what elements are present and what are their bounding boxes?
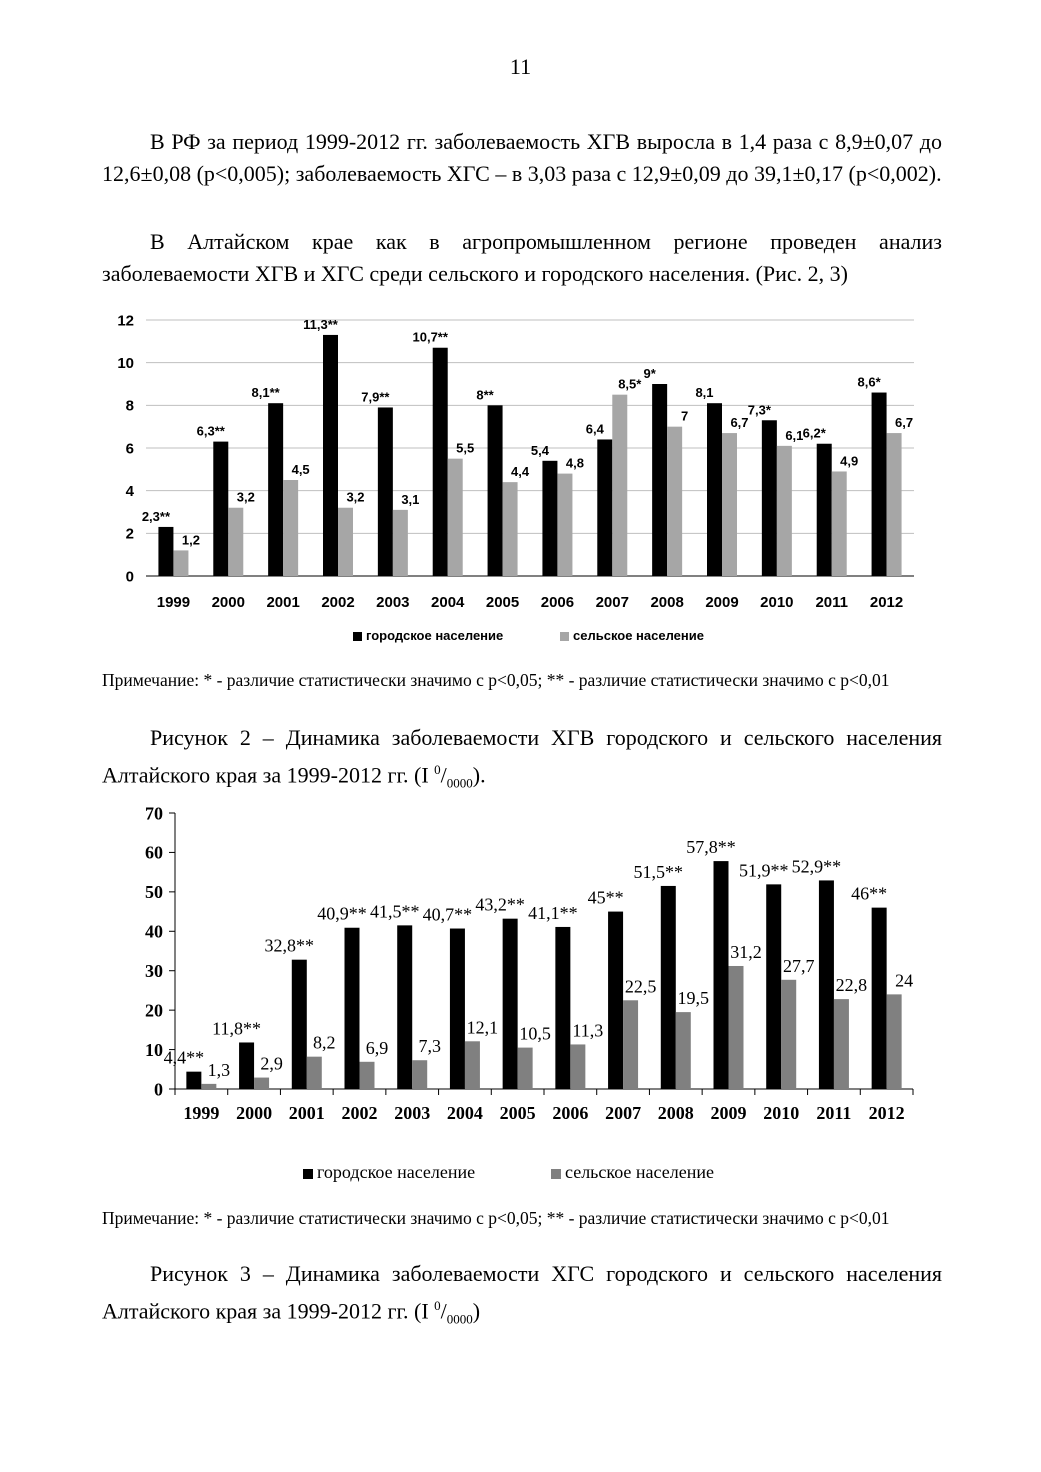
caption-figure-2-end: ). [472,762,486,788]
data-label-rural-2005: 10,5 [519,1023,551,1044]
legend-label-urban: городское население [366,628,504,643]
caption-figure-2 [102,722,942,800]
data-label-rural-1999: 1,3 [207,1059,231,1080]
data-label-urban-2010: 7,3* [747,402,771,418]
data-label-urban-2005: 8** [476,387,494,403]
y-tick-label: 30 [145,961,163,982]
category-label-2002: 2002 [341,1103,378,1123]
legend-label-rural: сельское население [565,1162,714,1182]
data-label-urban-2006: 41,1** [528,902,578,923]
category-label-2012: 2012 [869,594,904,611]
chart-hcv-categories [183,1103,904,1123]
category-label-2002: 2002 [321,594,355,611]
bar-rural-2012 [887,433,902,576]
y-tick-label: 12 [117,312,134,330]
bar-rural-2000 [228,508,243,576]
bar-rural-2002 [338,508,353,576]
bar-rural-2009 [729,966,744,1089]
bar-urban-2003 [397,925,412,1089]
bar-urban-2004 [450,929,465,1089]
chart-hbv-labels [142,317,913,547]
legend-swatch-urban [353,632,362,641]
bar-rural-2006 [557,474,572,576]
category-label-2000: 2000 [211,594,245,611]
chart-hbv-categories [157,594,904,611]
bar-rural-2007 [623,1000,638,1089]
bar-rural-2005 [503,482,518,576]
bar-rural-2008 [667,427,682,576]
legend-swatch-rural [560,632,569,641]
data-label-rural-2012: 6,7 [895,415,914,431]
category-label-2003: 2003 [376,594,410,611]
caption-figure-3 [102,1258,942,1336]
bar-rural-2009 [722,433,737,576]
data-label-rural-2010: 27,7 [782,955,815,976]
category-label-2007: 2007 [605,1103,642,1123]
category-label-2010: 2010 [760,594,794,611]
y-tick-label: 4 [125,482,134,500]
chart-hbv-legend [353,628,704,643]
y-tick-label: 6 [125,440,134,458]
bar-rural-2012 [887,994,902,1089]
data-label-urban-2006: 5,4 [530,442,549,458]
data-label-rural-2001: 8,2 [313,1032,336,1053]
data-label-urban-2011: 52,9** [791,856,842,877]
bar-rural-2007 [612,395,627,576]
y-tick-label: 0 [154,1079,163,1100]
data-label-urban-2004: 40,7** [422,904,473,925]
bar-urban-2004 [433,348,448,576]
data-label-urban-2003: 7,9** [361,389,390,405]
category-label-2006: 2006 [552,1103,589,1123]
category-label-2009: 2009 [705,594,739,611]
bar-rural-2003 [393,510,408,576]
y-tick-label: 60 [145,842,163,863]
data-label-rural-2008: 7 [681,408,689,424]
data-label-urban-2000: 6,3** [196,423,225,439]
y-tick-label: 40 [145,921,163,942]
data-label-rural-2007: 22,5 [624,976,657,997]
data-label-urban-2000: 11,8** [212,1018,261,1039]
data-label-rural-2009: 31,2 [730,941,762,962]
chart-hbv [0,300,1041,655]
category-label-2001: 2001 [288,1103,325,1123]
y-tick-label: 10 [145,1039,163,1060]
data-label-urban-2010: 51,9** [738,860,789,881]
paragraph-incidence-rf: В РФ за период 1999-2012 гг. заболеваемость ХГВ выросла в 1,4 раза с 8,9±0,07 до 12,6±0,08 (p<0,005); заболеваемость ХГС – в 3,03 раза с 12,9±0,09 до 39,1±0,17 (p<0,002). [102,129,942,186]
bar-rural-2011 [832,471,847,576]
data-label-urban-2003: 41,5** [369,901,420,922]
data-label-urban-2009: 57,8** [686,837,736,858]
data-label-urban-2002: 11,3** [303,316,338,332]
data-label-rural-2012: 24 [895,970,914,991]
category-label-2009: 2009 [710,1103,747,1123]
data-label-rural-2009: 6,7 [730,415,749,431]
data-label-urban-1999: 2,3** [141,508,171,524]
bar-urban-2010 [762,420,777,576]
bar-urban-1999 [186,1072,201,1089]
bar-urban-2008 [652,384,667,576]
bar-urban-2005 [488,405,503,576]
caption-figure-3-slash: / [440,1298,447,1324]
data-label-rural-2003: 7,3 [418,1036,441,1057]
category-label-2011: 2011 [815,594,848,611]
data-label-urban-2011: 6,2* [802,425,826,441]
bar-urban-2009 [714,861,729,1089]
category-label-2008: 2008 [657,1103,694,1123]
bar-urban-2009 [707,403,722,576]
note-figure-2: Примечание: * - различие статистически значимо с p<0,05; ** - различие статистически значимо с p<0,01 [102,670,890,690]
category-label-1999: 1999 [183,1103,220,1123]
bar-urban-2002 [323,335,338,576]
data-label-rural-2002: 3,2 [346,489,365,505]
bar-rural-2006 [570,1044,585,1089]
category-label-2010: 2010 [763,1103,800,1123]
caption-figure-3-text: Рисунок 3 – Динамика заболеваемости ХГС городского и сельского населения Алтайского края за 1999-2012 гг. (I [102,1261,942,1324]
caption-figure-3-sub: 0000 [446,1311,473,1327]
bar-urban-2007 [608,912,623,1089]
y-tick-label: 2 [125,525,134,543]
bar-urban-2001 [292,960,307,1089]
data-label-urban-2001: 8,1** [251,385,280,401]
data-label-urban-2009: 8,1 [695,385,714,401]
data-label-rural-2011: 22,8 [835,975,868,996]
data-label-rural-2004: 12,1 [466,1017,499,1038]
bar-urban-2011 [817,444,832,576]
bar-urban-2007 [597,439,612,576]
bar-rural-1999 [173,550,188,576]
data-label-urban-2008: 9* [643,366,656,381]
data-label-rural-2007: 8,5* [618,376,642,392]
bar-urban-2011 [819,880,834,1089]
data-label-rural-2000: 2,9 [260,1053,283,1074]
bar-rural-2008 [676,1012,691,1089]
page-number: 11 [509,54,532,79]
bar-rural-2010 [777,446,792,576]
y-tick-label: 8 [125,397,134,415]
data-label-urban-2008: 51,5** [633,861,684,882]
caption-figure-2-text: Рисунок 2 – Динамика заболеваемости ХГВ городского и сельского населения Алтайского края за 1999-2012 гг. (I [102,725,942,788]
data-label-rural-1999: 1,2 [181,532,200,548]
bar-urban-2012 [872,908,887,1089]
chart-hcv [0,795,1041,1195]
bar-urban-2003 [378,407,393,576]
data-label-rural-2006: 11,3 [572,1020,604,1041]
data-label-urban-2012: 8,6* [857,374,881,390]
bar-rural-2001 [307,1057,322,1089]
chart-hcv-legend [303,1162,714,1182]
bar-rural-2005 [518,1048,533,1089]
bar-urban-2000 [213,442,228,576]
data-label-urban-2004: 10,7** [412,329,448,345]
bar-urban-2010 [766,884,781,1089]
legend-swatch-rural [551,1169,561,1179]
bar-urban-2005 [503,919,518,1089]
category-label-2004: 2004 [431,594,465,611]
category-label-2004: 2004 [446,1103,483,1123]
category-label-2012: 2012 [868,1103,905,1123]
data-label-rural-2005: 4,4 [511,464,530,480]
data-label-rural-2001: 4,5 [291,462,310,477]
category-label-2006: 2006 [540,594,575,611]
caption-figure-3-end: ) [472,1298,481,1324]
caption-figure-2-sub: 0000 [446,775,473,791]
category-label-2001: 2001 [266,594,300,611]
category-label-2007: 2007 [595,594,629,611]
bar-rural-2010 [781,980,796,1089]
bar-rural-1999 [201,1084,216,1089]
data-label-rural-2011: 4,9 [840,453,859,469]
bar-rural-2011 [834,999,849,1089]
note-figure-3: Примечание: * - различие статистически значимо с p<0,05; ** - различие статистически значимо с p<0,01 [102,1208,890,1228]
data-label-urban-2002: 40,9** [317,903,367,924]
data-label-urban-2012: 46** [851,883,888,904]
category-label-1999: 1999 [156,594,191,611]
bar-urban-2012 [872,393,887,576]
bar-rural-2002 [360,1062,375,1089]
bar-urban-1999 [158,527,173,576]
y-tick-label: 20 [145,1000,163,1021]
data-label-urban-2007: 45** [587,887,624,908]
data-label-rural-2004: 5,5 [456,440,475,456]
data-label-urban-2007: 6,4 [585,421,604,437]
data-label-urban-1999: 4,4** [163,1047,205,1068]
bar-urban-2001 [268,403,283,576]
data-label-rural-2008: 19,5 [677,988,710,1009]
category-label-2005: 2005 [485,594,520,611]
paragraph-altai-analysis: В Алтайском крае как в агропромышленном регионе проведен анализ заболеваемости ХГВ и ХГС среди сельского и городского населения. (Рис. 2, 3) [102,229,942,286]
data-label-rural-2002: 6,9 [365,1037,389,1058]
y-tick-label: 50 [145,882,163,903]
bar-rural-2003 [412,1060,427,1089]
y-tick-label: 10 [117,354,134,372]
data-label-rural-2006: 4,8 [565,455,584,471]
data-label-urban-2001: 32,8** [264,935,315,956]
bar-urban-2006 [555,927,570,1089]
data-label-urban-2005: 43,2** [475,894,525,915]
data-label-rural-2000: 3,2 [236,489,255,505]
category-label-2003: 2003 [394,1103,431,1123]
bar-rural-2004 [448,459,463,576]
category-label-2000: 2000 [236,1103,273,1123]
data-label-rural-2003: 3,1 [401,491,420,507]
category-label-2005: 2005 [499,1103,536,1123]
category-label-2008: 2008 [650,594,684,611]
caption-figure-2-sup: 0 [434,762,441,777]
bar-urban-2006 [542,461,557,576]
y-tick-label: 0 [125,568,134,586]
bar-urban-2000 [239,1042,254,1089]
category-label-2011: 2011 [816,1103,852,1123]
data-label-rural-2010: 6,1 [785,427,804,443]
bar-rural-2001 [283,480,298,576]
bar-urban-2008 [661,886,676,1089]
legend-swatch-urban [303,1169,313,1179]
bar-rural-2004 [465,1041,480,1089]
bar-urban-2002 [345,928,360,1089]
caption-figure-3-sup: 0 [434,1298,441,1313]
legend-label-rural: сельское население [573,628,704,643]
bar-rural-2000 [254,1078,269,1089]
caption-figure-2-slash: / [440,762,447,788]
y-tick-label: 70 [145,803,163,824]
chart-hcv-labels [164,837,914,1080]
legend-label-urban: городское население [317,1162,476,1182]
